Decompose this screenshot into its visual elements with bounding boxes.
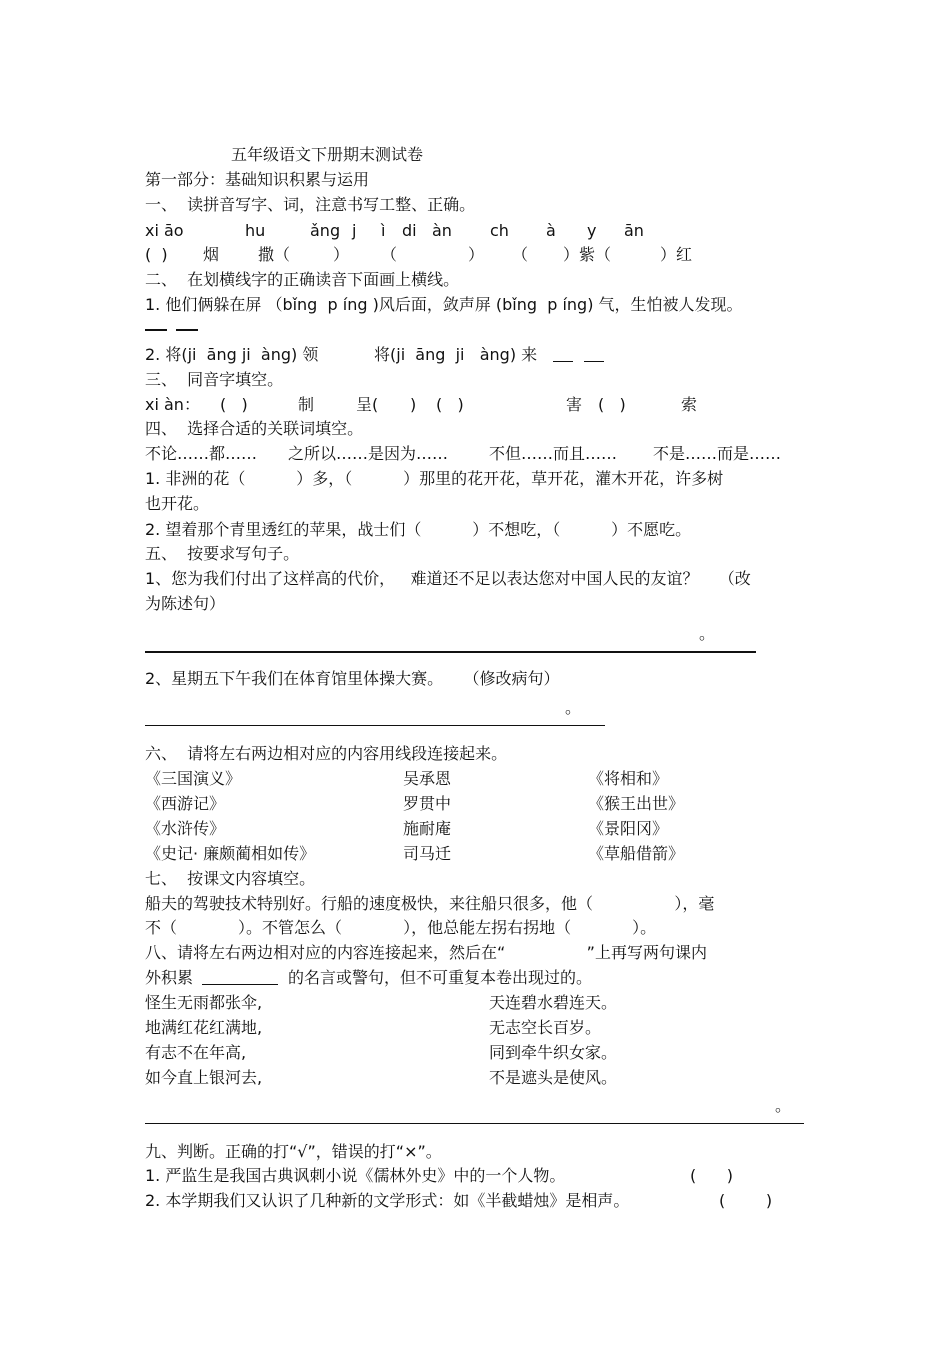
story-title: 《猴王出世》 [588,794,685,813]
proverb-left: 如今直上银河去, [145,1068,263,1087]
pinyin-5: ì [381,221,386,240]
section-7-line-1: 船夫的驾驶技术特别好。行船的速度极快，来往船只很多，他（ ），毫 [145,894,715,913]
underline-blank [202,984,278,985]
pinyin-2: hu [245,221,266,240]
section-7-heading: 七、 按课文内容填空。 [145,869,316,888]
answer-char-2: 撒（ [258,245,291,264]
pinyin-11: ān [624,221,644,240]
section-3-heading: 三、 同音字填空。 [145,370,284,389]
answer-period: 。 [775,1096,792,1115]
underline-blank [553,361,573,362]
author-name: 吴承恩 [403,769,452,788]
section-5-heading: 五、 按要求写句子。 [145,544,300,563]
answer-paren-3: （ [381,245,398,264]
pinyin-10: y [587,221,597,240]
answer-period: 。 [565,698,582,717]
pinyin-1: xi āo [145,221,184,240]
proverb-left: 地满红花红满地, [145,1018,263,1037]
section-2-q1: 1. 他们俩躲在屏 （bǐng p íng )风后面，敛声屏 (bǐng p íng) 气，生怕被人发现。 [145,295,743,314]
option-4: 不是……而是…… [653,444,782,463]
proverb-left: 怪生无雨都张伞, [145,993,263,1012]
answer-paren-5: （ [512,245,529,264]
section-9-q2: 2. 本学期我们又认识了几种新的文学形式：如《半截蜡烛》是相声。 [145,1191,630,1210]
book-title: 《水浒传》 [145,819,226,838]
book-title: 《西游记》 [145,794,226,813]
pinyin-6: di [402,221,417,240]
s3-char-1: 制 [298,395,315,414]
answer-char-1: 烟 [203,245,220,264]
section-2-heading: 二、 在划横线字的正确读音下面画上横线。 [145,270,460,289]
section-5-q1b: 为陈述句） [145,594,226,613]
s3-char-3: 害 [566,395,583,414]
section-4-q1a: 1. 非洲的花（ ）多，（ ）那里的花开花，草开花，灌木开花，许多树 [145,469,724,488]
answer-paren-4: ） [468,245,485,264]
section-9-q1: 1. 严监生是我国古典讽刺小说《儒林外史》中的一个人物。 [145,1166,566,1185]
pinyin-8: ch [490,221,509,240]
s3-pinyin: xi àn： [145,395,200,414]
s3-blank-1: ( ) [220,395,248,414]
underline-blank [584,361,604,362]
page-title: 五年级语文下册期末测试卷 [231,145,424,164]
section-2-q2a: 2. 将(ji āng ji àng) 领 [145,345,319,364]
answer-line [145,725,605,726]
underline-blank [145,329,167,331]
s3-blank-4: ( ) [598,395,626,414]
proverb-right: 天连碧水碧连天。 [489,993,618,1012]
s3-char-4: 索 [681,395,698,414]
section-8-line-1: 八、请将左右两边相对应的内容连接起来，然后在“ ”上再写两句课内 [145,943,707,962]
section-8-line-2b: 的名言或警句，但不可重复本卷出现过的。 [288,968,593,987]
answer-line [145,651,756,653]
section-7-line-2: 不（ ）。不管怎么（ ），他总能左拐右拐地（ ）。 [145,918,657,937]
pinyin-4: j [352,221,357,240]
pinyin-7: àn [432,221,452,240]
proverb-right: 无志空长百岁。 [489,1018,602,1037]
answer-paren-1: ( ) [145,245,168,264]
section-4-q2: 2. 望着那个青里透红的苹果，战士们（ ）不想吃，（ ）不愿吃。 [145,520,692,539]
pinyin-3: ǎng [310,221,341,240]
section-9-heading: 九、判断。正确的打“√”，错误的打“×”。 [145,1142,442,1161]
answer-char-3: ）紫（ [563,245,612,264]
story-title: 《草船借箭》 [588,844,685,863]
author-name: 司马迁 [403,844,452,863]
section-6-heading: 六、 请将左右两边相对应的内容用线段连接起来。 [145,744,508,763]
part-heading: 第一部分：基础知识积累与运用 [145,170,370,189]
section-8-line-2a: 外积累 [145,968,194,987]
section-1-heading: 一、 读拼音写字、词，注意书写工整、正确。 [145,195,476,214]
section-2-q2b: 将(ji āng ji àng) 来 [374,345,538,364]
pinyin-9: à [546,221,556,240]
answer-char-4: ）红 [660,245,693,264]
section-4-heading: 四、 选择合适的关联词填空。 [145,419,364,438]
section-5-q2: 2、星期五下午我们在体育馆里体操大赛。 （修改病句） [145,669,560,688]
option-3: 不但……而且…… [489,444,618,463]
underline-blank [176,329,198,331]
book-title: 《史记· 廉颇蔺相如传》 [145,844,316,863]
option-1: 不论……都…… [145,444,258,463]
proverb-right: 同到牵牛织女家。 [489,1043,618,1062]
book-title: 《三国演义》 [145,769,242,788]
story-title: 《将相和》 [588,769,669,788]
section-4-q1b: 也开花。 [145,494,210,513]
s3-blank-2: ) [410,395,417,414]
answer-paren-2: ） [333,245,350,264]
answer-period: 。 [699,624,716,643]
section-5-q1a: 1、您为我们付出了这样高的代价， 难道还不足以表达您对中国人民的友谊？ （改 [145,569,751,588]
judge-paren: ( ) [719,1191,773,1210]
s3-blank-3: ( ) [436,395,464,414]
author-name: 罗贯中 [403,794,452,813]
story-title: 《景阳冈》 [588,819,669,838]
author-name: 施耐庵 [403,819,452,838]
judge-paren: ( ) [690,1166,733,1185]
proverb-left: 有志不在年高, [145,1043,247,1062]
answer-line [145,1123,804,1124]
proverb-right: 不是遮头是使风。 [489,1068,618,1087]
s3-char-2: 呈( [356,395,379,414]
option-2: 之所以……是因为…… [288,444,449,463]
